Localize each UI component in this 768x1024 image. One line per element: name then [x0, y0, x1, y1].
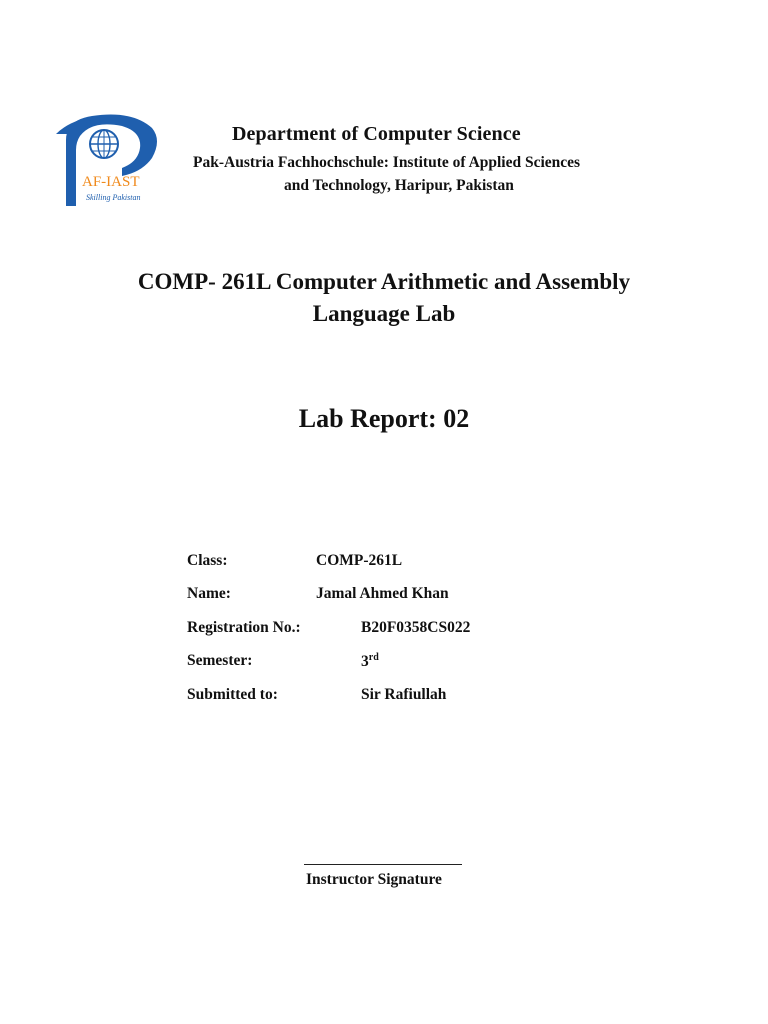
- af-iast-logo: [52, 110, 164, 210]
- name-label: Name:: [187, 585, 231, 602]
- logo-graphic: [52, 110, 164, 210]
- class-label: Class:: [187, 552, 228, 569]
- submitted-value: Sir Rafiullah: [361, 686, 447, 703]
- submitted-label: Submitted to:: [187, 686, 278, 703]
- registration-value: B20F0358CS022: [361, 619, 471, 636]
- class-value: COMP-261L: [316, 552, 403, 569]
- report-title: Lab Report: 02: [298, 404, 470, 433]
- logo-tagline: Skilling Pakistan: [86, 193, 141, 202]
- registration-label: Registration No.:: [187, 619, 301, 636]
- institute-name: [193, 151, 673, 197]
- name-value: Jamal Ahmed Khan: [316, 585, 449, 602]
- semester-value: [361, 652, 379, 671]
- institute-line-1: Pak-Austria Fachhochschule: Institute of Applied Sciences: [193, 154, 581, 171]
- institute-line-2: and Technology, Haripur, Pakistan: [284, 177, 514, 194]
- signature-line: [304, 864, 462, 865]
- course-title-line-2: Language Lab: [312, 301, 456, 326]
- department-title: Department of Computer Science: [232, 123, 521, 145]
- semester-suffix: rd: [368, 652, 379, 663]
- course-title: [0, 266, 768, 330]
- semester-label: Semester:: [187, 652, 253, 669]
- logo-text: AF-IAST: [82, 174, 140, 190]
- instructor-signature-label: Instructor Signature: [306, 871, 442, 888]
- semester-number: 3: [361, 653, 369, 670]
- course-title-line-1: COMP- 261L Computer Arithmetic and Assembly: [137, 269, 631, 294]
